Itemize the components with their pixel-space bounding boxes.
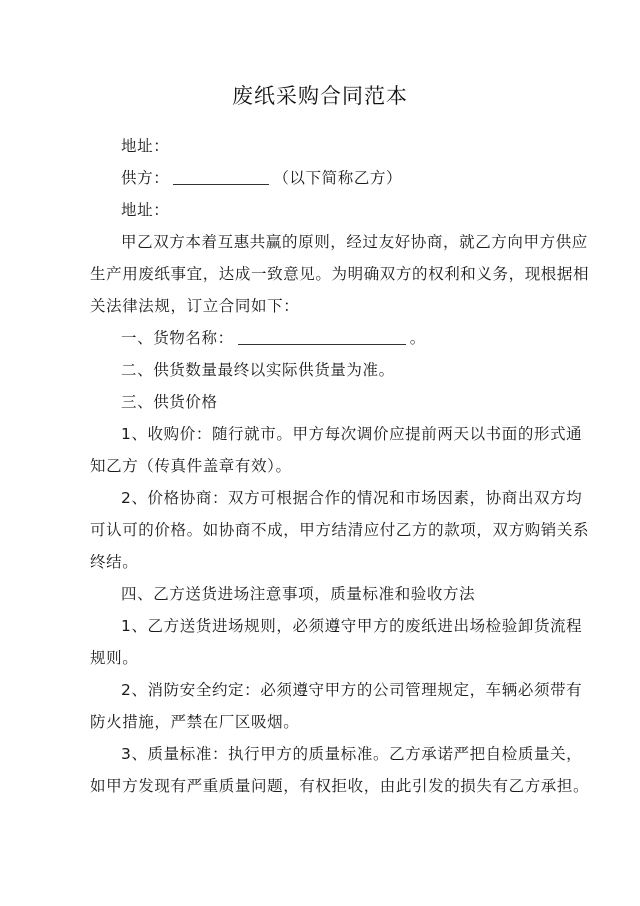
clause-4-3 (90, 738, 590, 802)
clause-line: 知乙方（传真件盖章有效）。 (90, 457, 292, 475)
clause-line: 可认可的价格。如协商不成，甲方结清应付乙方的款项，双方购销关系 (90, 521, 590, 539)
clause-3-heading: 三、供货价格 (121, 393, 218, 411)
goods-name-blank (238, 326, 406, 345)
clause-line: 3、质量标准：执行甲方的质量标准。乙方承诺严把自检质量关， (121, 745, 583, 763)
document-body (90, 130, 590, 802)
clause-1-suffix: 。 (409, 329, 426, 347)
address-line-1: 地址： (121, 137, 170, 155)
clause-3-2 (90, 482, 590, 578)
clause-4-2 (90, 674, 583, 738)
intro-line: 甲乙双方本着互惠共赢的原则，经过友好协商，就乙方向甲方供应 (121, 233, 588, 251)
document-title: 废纸采购合同范本 (232, 84, 408, 108)
supplier-label: 供方： (121, 169, 170, 187)
clause-1-goods-name (90, 322, 554, 354)
clause-line: 1、乙方送货进场规则，必须遵守甲方的废纸进出场检验卸货流程 (121, 617, 583, 635)
clause-line: 规则。 (90, 649, 139, 667)
supplier-line (90, 162, 554, 194)
intro-line: 生产用废纸事宜，达成一致意见。为明确双方的权利和义务，现根据相 (90, 265, 590, 283)
clause-line: 2、价格协商：双方可根据合作的情况和市场因素，协商出双方均 (121, 489, 583, 507)
clause-line: 2、消防安全约定：必须遵守甲方的公司管理规定，车辆必须带有 (121, 681, 583, 699)
address-line-2: 地址： (121, 201, 170, 219)
clause-2-quantity: 二、供货数量最终以实际供货量为准。 (121, 361, 395, 379)
clause-line: 1、收购价：随行就市。甲方每次调价应提前两天以书面的形式通 (121, 425, 583, 443)
intro-line: 关法律法规，订立合同如下： (90, 297, 300, 315)
clause-3-1 (90, 418, 583, 482)
clause-line: 终结。 (90, 553, 139, 571)
supplier-blank (173, 166, 269, 185)
supplier-suffix: （以下简称乙方） (273, 169, 403, 187)
intro-paragraph (90, 226, 590, 322)
clause-line: 防火措施，严禁在厂区吸烟。 (90, 713, 300, 731)
clause-line: 如甲方发现有严重质量问题，有权拒收，由此引发的损失有乙方承担。 (90, 777, 590, 795)
clause-4-1 (90, 610, 583, 674)
clause-4-heading: 四、乙方送货进场注意事项，质量标准和验收方法 (121, 585, 476, 603)
clause-1-label: 一、货物名称： (121, 329, 234, 347)
